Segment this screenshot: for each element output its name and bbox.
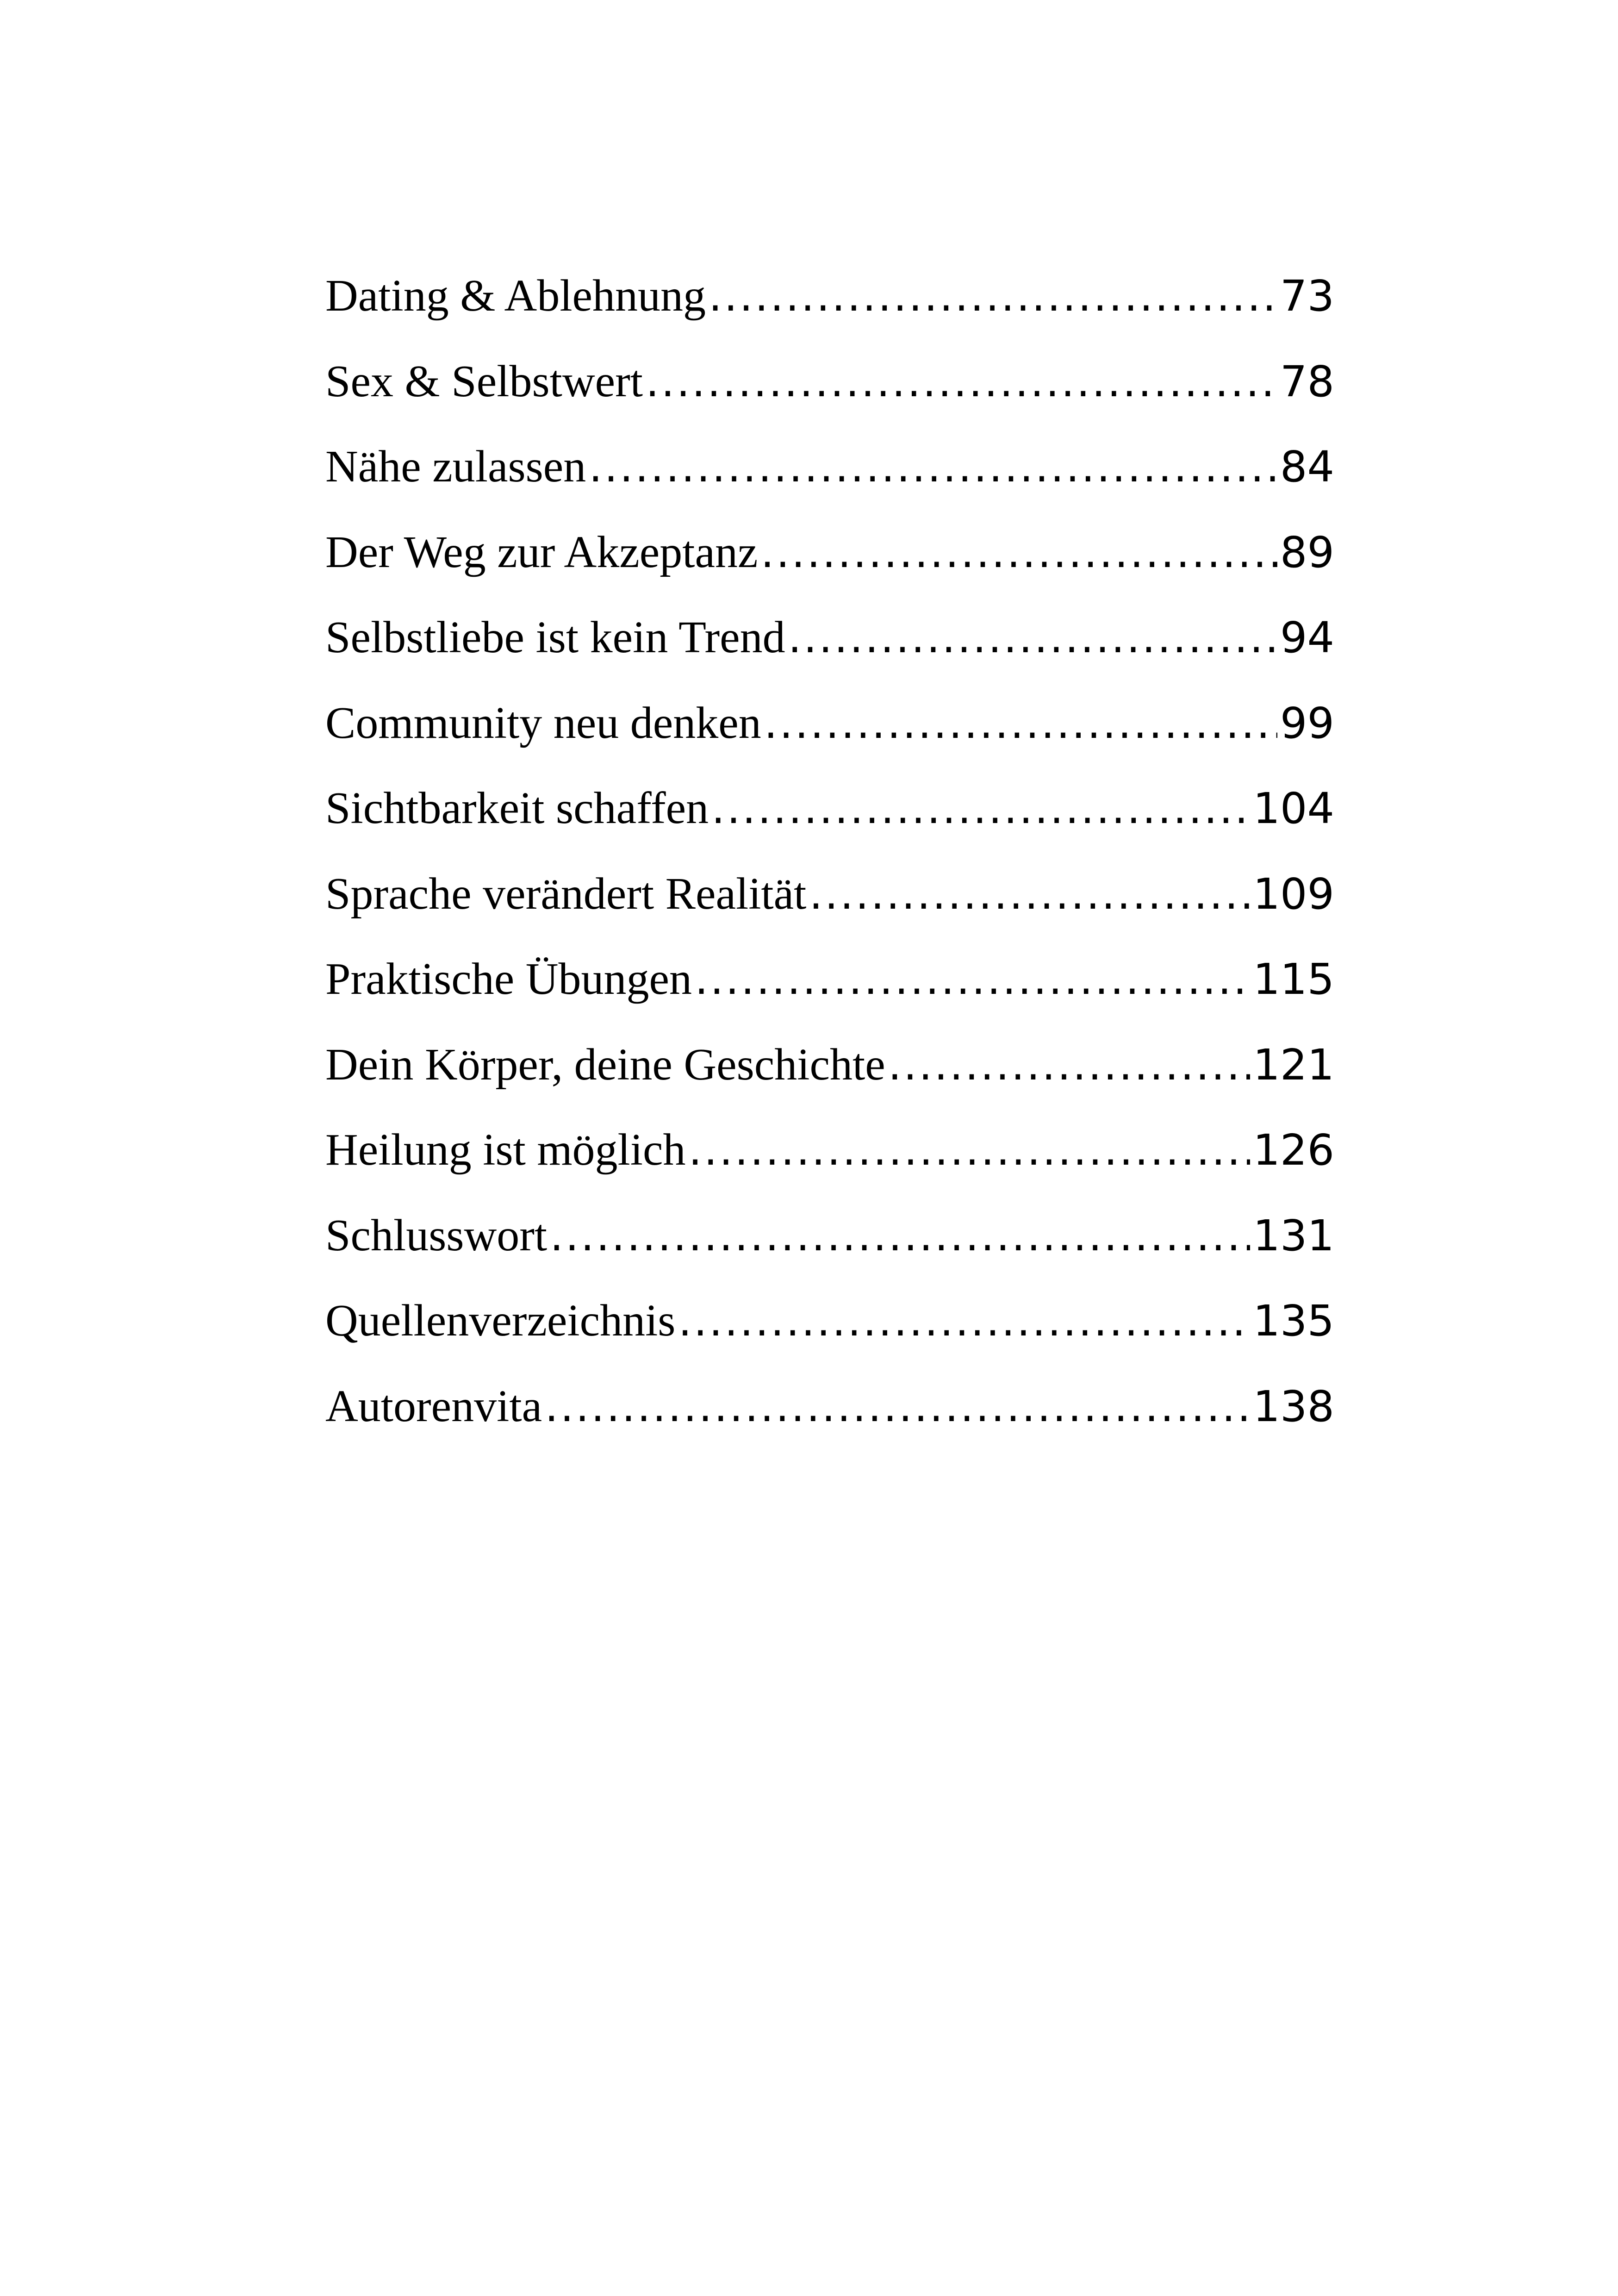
- toc-entry-page: 104: [1253, 784, 1334, 833]
- toc-entry[interactable]: [325, 444, 1334, 530]
- toc-dot-leader: [678, 1300, 1250, 1342]
- toc-dot-leader: [764, 702, 1277, 745]
- toc-entry-page: 131: [1253, 1210, 1334, 1260]
- toc-dot-leader: [788, 617, 1277, 659]
- toc-entry-title: Sex & Selbstwert: [325, 356, 643, 406]
- toc-dot-leader: [809, 873, 1250, 916]
- toc-entry-title: Dein Körper, deine Geschichte: [325, 1039, 885, 1090]
- toc-entry[interactable]: [325, 1127, 1334, 1213]
- toc-entry-page: 89: [1280, 527, 1334, 577]
- toc-entry-page: 135: [1253, 1296, 1334, 1346]
- toc-entry-page: 115: [1253, 955, 1334, 1004]
- toc-dot-leader: [888, 1044, 1251, 1086]
- toc-entry[interactable]: [325, 868, 1334, 957]
- toc-entry-page: 126: [1253, 1125, 1334, 1175]
- toc-dot-leader: [709, 275, 1277, 318]
- toc-entry-page: 138: [1253, 1381, 1334, 1431]
- toc-entry-page: 109: [1253, 869, 1334, 919]
- toc-entry[interactable]: [325, 1210, 1334, 1298]
- toc-entry[interactable]: [325, 700, 1334, 786]
- toc-entry-title: Quellenverzeichnis: [325, 1296, 676, 1346]
- toc-dot-leader: [711, 787, 1250, 830]
- toc-entry-title: Sichtbarkeit schaffen: [325, 783, 709, 833]
- table-of-contents: [325, 273, 1334, 1469]
- toc-entry-page: 78: [1280, 356, 1334, 406]
- toc-entry-page: 84: [1280, 442, 1334, 492]
- toc-entry[interactable]: [325, 956, 1334, 1042]
- toc-entry-title: Praktische Übungen: [325, 954, 692, 1004]
- toc-entry[interactable]: [325, 612, 1334, 700]
- toc-entry-title: Schlusswort: [325, 1210, 548, 1260]
- toc-entry-title: Selbstliebe ist kein Trend: [325, 612, 785, 662]
- toc-entry[interactable]: [325, 273, 1334, 359]
- toc-entry[interactable]: [325, 1039, 1334, 1128]
- toc-entry-page: 94: [1280, 613, 1334, 662]
- toc-dot-leader: [545, 1385, 1250, 1428]
- toc-entry-page: 121: [1253, 1040, 1334, 1090]
- toc-entry[interactable]: [325, 783, 1334, 871]
- toc-entry-title: Nähe zulassen: [325, 442, 586, 492]
- toc-entry-title: Heilung ist möglich: [325, 1125, 686, 1175]
- toc-entry-title: Der Weg zur Akzeptanz: [325, 527, 758, 577]
- toc-dot-leader: [761, 531, 1277, 574]
- toc-dot-leader: [689, 1129, 1251, 1172]
- toc-entry[interactable]: [325, 1298, 1334, 1384]
- toc-dot-leader: [646, 361, 1277, 403]
- toc-entry[interactable]: [325, 1381, 1334, 1469]
- toc-entry-title: Autorenvita: [325, 1381, 542, 1431]
- toc-entry-title: Dating & Ablehnung: [325, 271, 706, 321]
- toc-entry-title: Community neu denken: [325, 698, 761, 748]
- toc-dot-leader: [550, 1215, 1250, 1257]
- toc-entry[interactable]: [325, 356, 1334, 444]
- toc-entry[interactable]: [325, 527, 1334, 615]
- toc-entry-page: 73: [1280, 271, 1334, 321]
- toc-entry-title: Sprache verändert Realität: [325, 868, 807, 919]
- toc-dot-leader: [695, 958, 1250, 1001]
- toc-entry-page: 99: [1280, 698, 1334, 748]
- toc-dot-leader: [589, 446, 1277, 488]
